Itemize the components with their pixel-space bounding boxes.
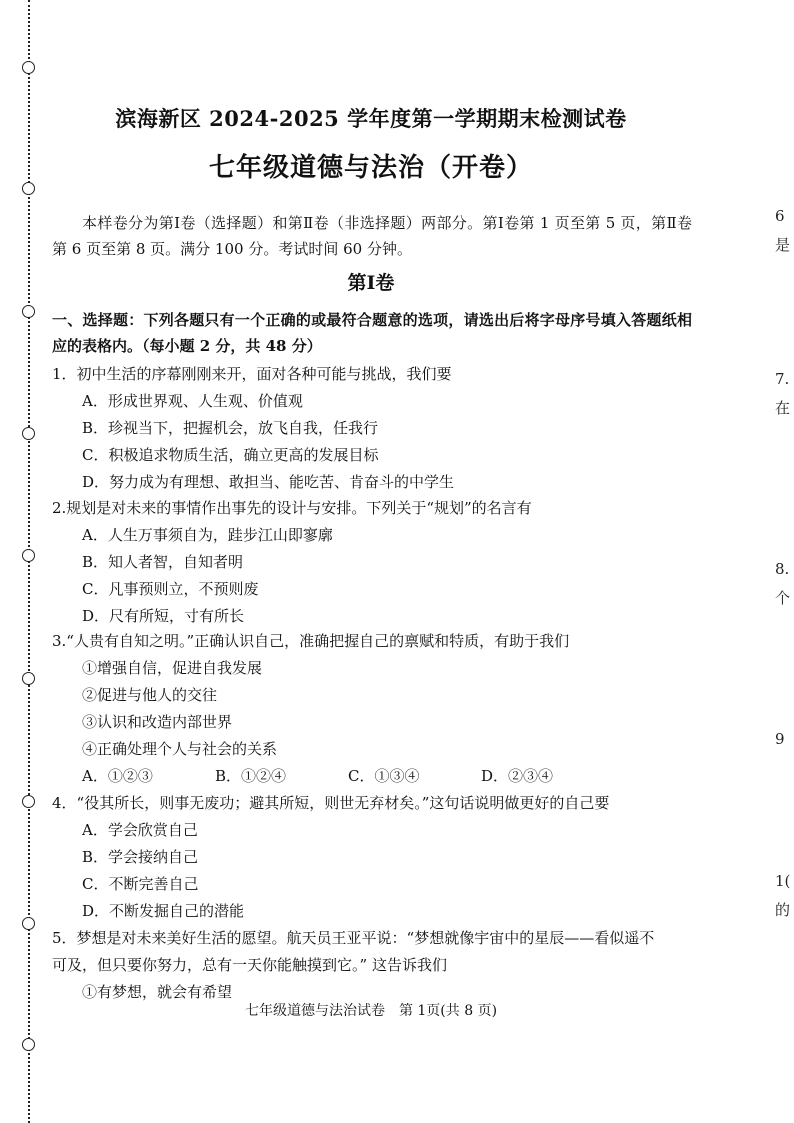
binding-hole-circle <box>22 1038 35 1051</box>
question-stem: 5．梦想是对未来美好生活的愿望。航天员王亚平说：“梦想就像宇宙中的星辰——看似遥不 <box>52 929 655 947</box>
section-title: 第Ⅰ卷 <box>347 272 395 294</box>
question-stem: 3.“人贵有自知之明。”正确认识自己，准确把握自己的禀赋和特质，有助于我们 <box>52 632 570 650</box>
answer-option: B．珍视当下，把握机会，放飞自我，任我行 <box>82 419 379 437</box>
answer-option: A．人生万事须自为，跬步江山即寥廓 <box>82 526 333 544</box>
exam-subtitle: 七年级道德与法治（开卷） <box>208 153 533 183</box>
binding-hole-circle <box>22 795 35 808</box>
edge-fragment: 是 <box>775 236 791 254</box>
edge-fragment: 7. <box>775 370 790 388</box>
answer-option: D．②③④ <box>481 767 554 785</box>
question-stem: 4．“役其所长，则事无废功；避其所短，则世无弃材矣。”这句话说明做更好的自己要 <box>52 794 610 812</box>
answer-option: D．不断发掘自己的潜能 <box>82 902 245 920</box>
exam-intro: 本样卷分为第Ⅰ卷（选择题）和第Ⅱ卷（非选择题）两部分。第Ⅰ卷第 1 页至第 5 页，第Ⅱ卷第 6 页至第 8 页。满分 100 分。考试时间 60 分钟。 <box>52 214 692 258</box>
answer-option: A．①②③ <box>82 767 153 785</box>
answer-options-row <box>82 766 642 786</box>
answer-option: A．形成世界观、人生观、价值观 <box>82 392 303 410</box>
answer-option: C．不断完善自己 <box>82 875 199 893</box>
binding-hole-circle <box>22 305 35 318</box>
answer-option: B．①②④ <box>215 767 287 785</box>
section-instructions: 一、选择题：下列各题只有一个正确的或最符合题意的选项，请选出后将字母序号填入答题纸相应的表格内。（每小题 2 分，共 48 分） <box>52 311 692 355</box>
edge-fragment: 9 <box>775 730 785 748</box>
edge-fragment: 在 <box>775 399 791 417</box>
answer-option: D．努力成为有理想、敢担当、能吃苦、肯奋斗的中学生 <box>82 473 455 491</box>
question-item: ③认识和改造内部世界 <box>82 713 233 731</box>
binding-hole-circle <box>22 917 35 930</box>
question-stem: 可及，但只要你努力，总有一天你能触摸到它。” 这告诉我们 <box>52 956 447 974</box>
edge-fragment: 1( <box>775 872 791 890</box>
binding-hole-circle <box>22 549 35 562</box>
binding-hole-circle <box>22 427 35 440</box>
answer-option: C．凡事预则立，不预则废 <box>82 580 259 598</box>
question-item: ①有梦想，就会有希望 <box>82 983 233 1001</box>
answer-option: B．知人者智，自知者明 <box>82 553 244 571</box>
answer-option: C．①③④ <box>348 767 420 785</box>
page-footer: 七年级道德与法治试卷 第 1页(共 8 页) <box>244 1003 498 1019</box>
exam-title: 滨海新区 2024-2025 学年度第一学期期末检测试卷 <box>115 106 627 131</box>
answer-option: C．积极追求物质生活，确立更高的发展目标 <box>82 446 379 464</box>
question-item: ②促进与他人的交往 <box>82 686 218 704</box>
edge-fragment: 个 <box>775 589 791 607</box>
binding-hole-circle <box>22 61 35 74</box>
edge-fragment: 6 <box>775 207 785 225</box>
question-item: ④正确处理个人与社会的关系 <box>82 740 278 758</box>
question-stem: 2.规划是对未来的事情作出事先的设计与安排。下列关于“规划”的名言有 <box>52 499 532 517</box>
answer-option: D．尺有所短，寸有所长 <box>82 607 245 625</box>
question-stem: 1．初中生活的序幕刚刚来开，面对各种可能与挑战，我们要 <box>52 365 452 383</box>
question-item: ①增强自信，促进自我发展 <box>82 659 263 677</box>
binding-hole-circle <box>22 672 35 685</box>
edge-fragment: 8. <box>775 560 790 578</box>
answer-option: B．学会接纳自己 <box>82 848 199 866</box>
edge-fragment: 的 <box>775 901 791 919</box>
answer-option: A．学会欣赏自己 <box>82 821 198 839</box>
